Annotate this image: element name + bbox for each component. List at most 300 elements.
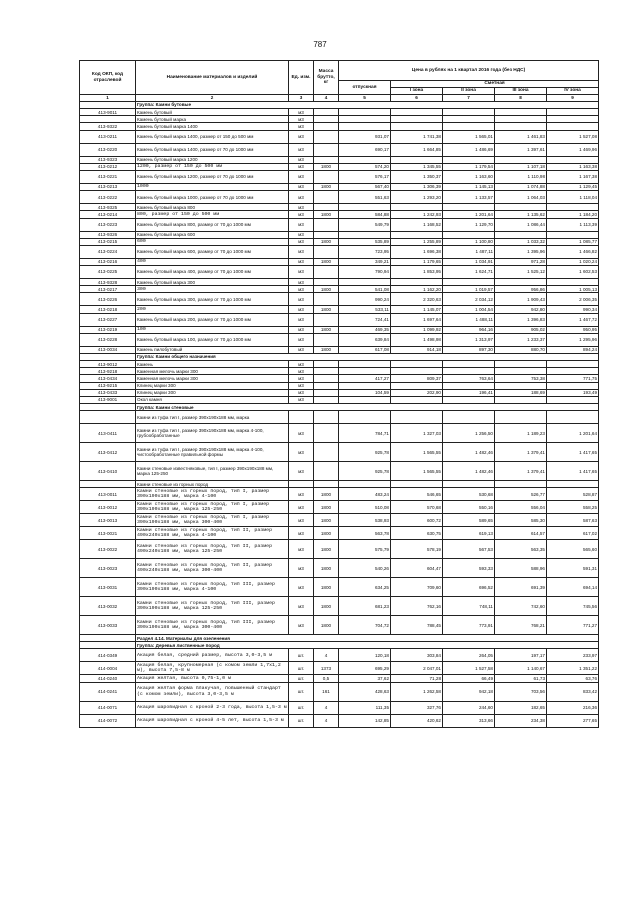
row-name: Камни стеновые из горных пород, тип I, размер 390х190х188 мм, марка 300-400 xyxy=(136,514,289,527)
row-unit: м3 xyxy=(289,163,314,170)
row-price-release: 535,89 xyxy=(339,238,391,245)
row-price-zone-2: 942,18 xyxy=(443,682,495,701)
row-price-zone-1: 202,90 xyxy=(391,389,443,396)
column-number: 8 xyxy=(495,95,547,102)
row-price-zone-2: 550,16 xyxy=(443,501,495,514)
row-price-zone-3: 956,86 xyxy=(495,286,547,293)
row-code: 413-0212 xyxy=(80,163,136,170)
row-price-zone-4: 771,75 xyxy=(547,375,599,382)
row-price-zone-2: 1 486,69 xyxy=(443,143,495,156)
row-name: Окол камня xyxy=(136,396,289,403)
row-price-zone-3: 942,80 xyxy=(495,306,547,313)
row-name: Камень бутовый марка 600, размер от 70 до 1000 мм xyxy=(136,245,289,258)
row-price-zone-4 xyxy=(547,156,599,163)
row-name: Камень бутовый марка 1400 xyxy=(136,123,289,130)
header-price-title: Цена в рублях на 1 квартал 2016 года (без НДС) xyxy=(339,61,599,81)
row-price-zone-3 xyxy=(495,361,547,368)
row-price-release: 469,35 xyxy=(339,326,391,333)
row-price-release: 925,78 xyxy=(339,462,391,481)
row-code: 414-0072 xyxy=(80,714,136,727)
row-price-zone-3: 1 086,44 xyxy=(495,218,547,231)
row-price-zone-4: 528,87 xyxy=(547,488,599,501)
row-price-zone-2: 1 201,64 xyxy=(443,211,495,218)
row-mass xyxy=(314,389,339,396)
row-price-zone-2: 264,05 xyxy=(443,649,495,662)
row-mass: 1800 xyxy=(314,559,339,578)
row-price-zone-3 xyxy=(495,396,547,403)
row-unit: м3 xyxy=(289,238,314,245)
row-price-zone-4: 1 163,38 xyxy=(547,163,599,170)
row-price-zone-4: 1 417,65 xyxy=(547,443,599,462)
row-price-zone-2: 619,13 xyxy=(443,527,495,540)
row-mass: 1800 xyxy=(314,258,339,265)
row-price-zone-4 xyxy=(547,109,599,116)
table-row xyxy=(80,443,599,462)
row-price-zone-1: 1 696,38 xyxy=(391,245,443,258)
row-name: Камень xyxy=(136,361,289,368)
row-price-release: 551,63 xyxy=(339,191,391,204)
header-unit: Ед. изм. xyxy=(289,61,314,95)
row-price-release: 111,35 xyxy=(339,701,391,714)
table-row xyxy=(80,238,599,245)
row-code: 413-0217 xyxy=(80,286,136,293)
row-code: 413-9012 xyxy=(80,361,136,368)
header-zone-1: I зона xyxy=(391,88,443,95)
header-mass: Масса брутто, кг xyxy=(314,61,339,95)
row-price-zone-2: 964,16 xyxy=(443,326,495,333)
row-price-zone-1: 1 306,39 xyxy=(391,183,443,190)
row-price-zone-3: 588,96 xyxy=(495,559,547,578)
row-price-zone-2: 1 145,13 xyxy=(443,183,495,190)
row-name: Камни стеновые из горных пород, тип III, размер 390х190х188 мм, марка 4-100 xyxy=(136,578,289,597)
row-price-zone-3 xyxy=(495,481,547,488)
row-price-zone-1 xyxy=(391,382,443,389)
row-name: Камень пилобутовый xyxy=(136,346,289,353)
row-price-zone-4: 1 295,96 xyxy=(547,333,599,346)
row-price-release: 695,29 xyxy=(339,662,391,675)
row-price-zone-1: 788,45 xyxy=(391,616,443,635)
row-price-zone-4: 1 167,38 xyxy=(547,170,599,183)
row-price-release: 634,25 xyxy=(339,578,391,597)
row-name: Камни из туфа тип I, размер 390х190х188 мм, марка xyxy=(136,411,289,424)
row-price-zone-3: 1 379,41 xyxy=(495,443,547,462)
row-code: 413-9001 xyxy=(80,396,136,403)
row-name: Камень бутовый xyxy=(136,109,289,116)
row-price-zone-1: 1 327,03 xyxy=(391,424,443,443)
row-mass: 1800 xyxy=(314,238,339,245)
row-price-zone-4 xyxy=(547,279,599,286)
row-name: Камни стеновые из горных пород, тип II, размер 490х240х188 мм, марка 4-100 xyxy=(136,527,289,540)
row-name: Акация шаровидная с кроной 2-3 года, высота 1,5-3 м xyxy=(136,701,289,714)
row-unit: м3 xyxy=(289,279,314,286)
row-price-zone-2: 66,49 xyxy=(443,675,495,682)
table-row xyxy=(80,396,599,403)
row-name: Камни стеновые из горных пород, тип III, размер 390х190х188 мм, марка 125-250 xyxy=(136,597,289,616)
row-price-zone-3: 526,77 xyxy=(495,488,547,501)
row-name: 1000 xyxy=(136,183,289,190)
column-number: 3 xyxy=(289,95,314,102)
row-price-zone-4 xyxy=(547,368,599,375)
row-price-zone-2: 244,60 xyxy=(443,701,495,714)
row-price-release: 510,08 xyxy=(339,501,391,514)
row-price-zone-3: 1 064,03 xyxy=(495,191,547,204)
row-code: 413-0218 xyxy=(80,306,136,313)
row-price-release: 704,72 xyxy=(339,616,391,635)
row-price-zone-2 xyxy=(443,481,495,488)
row-code: 413-0412 xyxy=(80,443,136,462)
group-title: Группа: Камни бутовые xyxy=(136,102,599,109)
table-row xyxy=(80,123,599,130)
row-price-zone-1 xyxy=(391,204,443,211)
row-price-release xyxy=(339,231,391,238)
row-mass: 1800 xyxy=(314,306,339,313)
row-unit: м3 xyxy=(289,326,314,333)
row-price-zone-2: 1 313,97 xyxy=(443,333,495,346)
row-price-release: 533,11 xyxy=(339,306,391,313)
table-row xyxy=(80,682,599,701)
row-price-zone-2 xyxy=(443,156,495,163)
row-unit: м3 xyxy=(289,170,314,183)
row-mass: 1800 xyxy=(314,286,339,293)
row-price-release: 690,17 xyxy=(339,143,391,156)
row-name: Камень бутовый марка 200, размер от 70 до 1000 мм xyxy=(136,313,289,326)
row-price-zone-1: 1 853,95 xyxy=(391,266,443,279)
row-mass: 1373 xyxy=(314,662,339,675)
table-row xyxy=(80,527,599,540)
row-code: 413-0021 xyxy=(80,527,136,540)
row-price-zone-4 xyxy=(547,382,599,389)
row-name: Камень бутовый марка 800 xyxy=(136,204,289,211)
row-price-zone-4: 1 118,04 xyxy=(547,191,599,204)
row-name: Камень бутовый марка 1400, размер от 70 до 1000 мм xyxy=(136,143,289,156)
row-price-zone-3: 1 396,83 xyxy=(495,313,547,326)
header-name: Наименование материалов и изделий xyxy=(136,61,289,95)
row-code: 413-0226 xyxy=(80,293,136,306)
table-row xyxy=(80,204,599,211)
row-mass: 1800 xyxy=(314,597,339,616)
row-price-release: 428,63 xyxy=(339,682,391,701)
row-price-zone-1 xyxy=(391,368,443,375)
table-row xyxy=(80,424,599,443)
row-mass xyxy=(314,368,339,375)
row-unit: м3 xyxy=(289,333,314,346)
row-mass xyxy=(314,130,339,143)
group-title: Раздел 4.14. Материалы для озеленения xyxy=(136,635,599,642)
row-mass xyxy=(314,143,339,156)
row-price-zone-3 xyxy=(495,231,547,238)
row-mass xyxy=(314,123,339,130)
table-row xyxy=(80,333,599,346)
group-code-cell xyxy=(80,642,136,649)
row-unit: м3 xyxy=(289,382,314,389)
row-name: Камень бутовый марка 300, размер от 70 до 1000 мм xyxy=(136,293,289,306)
row-code: 413-0033 xyxy=(80,616,136,635)
row-price-zone-2: 1 019,57 xyxy=(443,286,495,293)
row-price-zone-3 xyxy=(495,411,547,424)
row-price-zone-3: 1 397,61 xyxy=(495,143,547,156)
table-row xyxy=(80,245,599,258)
row-name: 600 xyxy=(136,238,289,245)
row-price-zone-2: 313,66 xyxy=(443,714,495,727)
row-price-release: 617,08 xyxy=(339,346,391,353)
row-mass: 1800 xyxy=(314,346,339,353)
header-zone-2: II зона xyxy=(443,88,495,95)
row-price-zone-1: 604,47 xyxy=(391,559,443,578)
row-price-zone-3: 691,39 xyxy=(495,578,547,597)
row-price-zone-1: 578,19 xyxy=(391,540,443,559)
column-numbers-row xyxy=(80,95,599,102)
row-price-zone-2: 763,64 xyxy=(443,375,495,382)
table-row xyxy=(80,389,599,396)
row-price-zone-1: 709,60 xyxy=(391,578,443,597)
row-code: 413-0222 xyxy=(80,191,136,204)
row-code: 413-0225 xyxy=(80,266,136,279)
row-price-zone-1 xyxy=(391,231,443,238)
row-price-zone-1: 1 255,89 xyxy=(391,238,443,245)
row-price-zone-1: 600,72 xyxy=(391,514,443,527)
row-price-zone-4: 694,14 xyxy=(547,578,599,597)
row-code: 413-0215 xyxy=(80,238,136,245)
row-mass: 1800 xyxy=(314,183,339,190)
row-name: Камень бутовый марка xyxy=(136,116,289,123)
table-row xyxy=(80,231,599,238)
row-unit: м3 xyxy=(289,514,314,527)
table-row xyxy=(80,488,599,501)
row-code: 413-0224 xyxy=(80,245,136,258)
table-row xyxy=(80,293,599,306)
row-mass xyxy=(314,361,339,368)
row-price-release: 104,59 xyxy=(339,389,391,396)
group-title: Группа: Камни стеновые xyxy=(136,404,599,411)
row-name: 200 xyxy=(136,306,289,313)
group-row xyxy=(80,102,599,109)
row-price-release xyxy=(339,481,391,488)
row-name: Акация желтая форма плакучая, повышенный стандарт (с комом земли), высота 3,0-3,5 м xyxy=(136,682,289,701)
row-mass: 1800 xyxy=(314,488,339,501)
row-unit: м3 xyxy=(289,191,314,204)
row-price-zone-2: 1 256,50 xyxy=(443,424,495,443)
row-price-zone-3: 1 395,96 xyxy=(495,245,547,258)
row-code: 413-0022 xyxy=(80,540,136,559)
row-price-zone-3: 971,28 xyxy=(495,258,547,265)
row-price-zone-1: 1 099,92 xyxy=(391,326,443,333)
row-price-zone-1 xyxy=(391,411,443,424)
row-unit: м3 xyxy=(289,183,314,190)
row-code: 413-9326 xyxy=(80,231,136,238)
row-price-zone-4: 833,42 xyxy=(547,682,599,701)
table-row xyxy=(80,266,599,279)
row-price-zone-1: 327,76 xyxy=(391,701,443,714)
row-price-zone-1 xyxy=(391,109,443,116)
row-mass: 1800 xyxy=(314,501,339,514)
row-price-release: 120,18 xyxy=(339,649,391,662)
row-price-release: 483,24 xyxy=(339,488,391,501)
row-name: Акация желтая, высота 0,75-1,0 м xyxy=(136,675,289,682)
row-price-zone-1 xyxy=(391,116,443,123)
table-row xyxy=(80,156,599,163)
row-price-zone-2: 1 565,01 xyxy=(443,130,495,143)
row-unit: м3 xyxy=(289,258,314,265)
row-code: 413-0216 xyxy=(80,258,136,265)
row-price-zone-4: 1 466,82 xyxy=(547,245,599,258)
row-price-release: 990,24 xyxy=(339,293,391,306)
row-name: Камни стеновые известняковые, тип I, размер 390х190х188 мм, марка 125-250 xyxy=(136,462,289,481)
row-price-release: 563,78 xyxy=(339,527,391,540)
row-price-zone-3: 1 379,41 xyxy=(495,462,547,481)
table-row xyxy=(80,578,599,597)
row-price-zone-3: 234,38 xyxy=(495,714,547,727)
row-mass xyxy=(314,462,339,481)
table-row xyxy=(80,183,599,190)
row-unit: шт. xyxy=(289,649,314,662)
table-row xyxy=(80,313,599,326)
row-mass xyxy=(314,204,339,211)
row-price-zone-2: 567,53 xyxy=(443,540,495,559)
column-number: 7 xyxy=(443,95,495,102)
row-code: 414-0004 xyxy=(80,662,136,675)
row-unit: м3 xyxy=(289,396,314,403)
table-row xyxy=(80,368,599,375)
row-name: Камень бутовый марка 400, размер от 70 до 1000 мм xyxy=(136,266,289,279)
row-price-release: 574,20 xyxy=(339,163,391,170)
row-name: Акация белая, средний размер, высота 3,0-3,5 м xyxy=(136,649,289,662)
row-name: Клинец марки 300 xyxy=(136,382,289,389)
row-price-zone-3: 1 033,32 xyxy=(495,238,547,245)
row-price-zone-4 xyxy=(547,231,599,238)
row-code: 413-0032 xyxy=(80,597,136,616)
row-price-zone-2: 1 034,91 xyxy=(443,258,495,265)
row-unit: м3 xyxy=(289,501,314,514)
row-price-zone-1: 71,28 xyxy=(391,675,443,682)
row-mass: 1800 xyxy=(314,616,339,635)
row-code xyxy=(80,411,136,424)
row-price-release: 790,94 xyxy=(339,266,391,279)
row-price-release: 142,85 xyxy=(339,714,391,727)
table-row xyxy=(80,675,599,682)
row-price-release: 925,78 xyxy=(339,443,391,462)
row-unit: м3 xyxy=(289,375,314,382)
row-unit: шт. xyxy=(289,662,314,675)
row-price-zone-3: 742,60 xyxy=(495,597,547,616)
row-code: 413-0433 xyxy=(80,389,136,396)
row-price-zone-3: 1 461,83 xyxy=(495,130,547,143)
row-mass xyxy=(314,116,339,123)
row-price-release: 681,23 xyxy=(339,597,391,616)
row-price-zone-1: 303,84 xyxy=(391,649,443,662)
row-price-zone-2 xyxy=(443,204,495,211)
row-mass xyxy=(314,424,339,443)
group-code-cell xyxy=(80,635,136,642)
row-code: 413-0411 xyxy=(80,424,136,443)
row-price-zone-4: 1 201,64 xyxy=(547,424,599,443)
table-body xyxy=(80,102,599,728)
table-row xyxy=(80,662,599,675)
row-price-zone-1 xyxy=(391,361,443,368)
header-zone-3: III зона xyxy=(495,88,547,95)
row-price-zone-3 xyxy=(495,382,547,389)
row-name: Камень бутовый марка 1200, размер от 70 до 1000 мм xyxy=(136,170,289,183)
row-code: 414-0241 xyxy=(80,682,136,701)
row-price-zone-4 xyxy=(547,123,599,130)
row-price-zone-1: 1 741,38 xyxy=(391,130,443,143)
row-mass: 1800 xyxy=(314,514,339,527)
row-unit: м3 xyxy=(289,143,314,156)
table-row xyxy=(80,286,599,293)
table-row xyxy=(80,211,599,218)
row-price-zone-4: 894,24 xyxy=(547,346,599,353)
row-price-release: 37,62 xyxy=(339,675,391,682)
row-name: 1200, размер от 150 до 500 мм xyxy=(136,163,289,170)
row-price-release xyxy=(339,156,391,163)
row-price-zone-4: 1 129,45 xyxy=(547,183,599,190)
row-price-zone-2: 1 179,54 xyxy=(443,163,495,170)
row-price-zone-3: 182,65 xyxy=(495,701,547,714)
row-price-zone-2: 1 163,60 xyxy=(443,170,495,183)
row-price-zone-3: 197,17 xyxy=(495,649,547,662)
row-price-zone-2 xyxy=(443,382,495,389)
row-name: Камень бутовый марка 300 xyxy=(136,279,289,286)
row-price-release: 538,93 xyxy=(339,514,391,527)
row-price-zone-2 xyxy=(443,396,495,403)
row-code: 414-0240 xyxy=(80,675,136,682)
row-price-zone-3: 614,57 xyxy=(495,527,547,540)
row-name: Каменная мелочь марки 300 xyxy=(136,375,289,382)
row-price-zone-4: 1 020,24 xyxy=(547,258,599,265)
row-price-release xyxy=(339,382,391,389)
row-mass: 1800 xyxy=(314,326,339,333)
row-price-zone-1 xyxy=(391,396,443,403)
row-price-zone-4 xyxy=(547,481,599,488)
row-price-zone-4: 745,56 xyxy=(547,597,599,616)
row-name: Камень бутовый марка 600 xyxy=(136,231,289,238)
row-name: Камень бутовый марка 100, размер от 70 до 1000 мм xyxy=(136,333,289,346)
row-price-zone-2: 593,33 xyxy=(443,559,495,578)
row-price-zone-1 xyxy=(391,481,443,488)
row-code: 414-0349 xyxy=(80,649,136,662)
row-unit: м3 xyxy=(289,306,314,313)
row-mass xyxy=(314,170,339,183)
row-price-zone-2: 1 100,80 xyxy=(443,238,495,245)
row-price-release: 540,26 xyxy=(339,559,391,578)
row-unit: м3 xyxy=(289,540,314,559)
row-code: 413-0434 xyxy=(80,375,136,382)
table-row xyxy=(80,616,599,635)
row-price-zone-4: 1 005,13 xyxy=(547,286,599,293)
row-mass xyxy=(314,231,339,238)
table-row xyxy=(80,649,599,662)
row-unit: м3 xyxy=(289,245,314,258)
row-name: Камни стеновые из горных пород, тип I, размер 390х190х188 мм, марка 125-250 xyxy=(136,501,289,514)
row-price-zone-3: 1 140,67 xyxy=(495,662,547,675)
row-code: 413-0213 xyxy=(80,183,136,190)
row-code: 413-9328 xyxy=(80,279,136,286)
row-price-zone-1 xyxy=(391,279,443,286)
row-price-zone-2: 897,30 xyxy=(443,346,495,353)
row-mass xyxy=(314,396,339,403)
row-price-release: 724,41 xyxy=(339,313,391,326)
row-price-zone-3 xyxy=(495,279,547,286)
row-price-zone-1: 546,65 xyxy=(391,488,443,501)
row-price-zone-1: 1 168,52 xyxy=(391,218,443,231)
row-price-release xyxy=(339,109,391,116)
row-price-zone-4 xyxy=(547,116,599,123)
row-price-zone-2: 196,41 xyxy=(443,389,495,396)
row-price-zone-2: 589,65 xyxy=(443,514,495,527)
row-code: 413-9218 xyxy=(80,368,136,375)
row-name: 800, размер от 150 до 500 мм xyxy=(136,211,289,218)
row-price-zone-3: 1 909,43 xyxy=(495,293,547,306)
row-mass: 161 xyxy=(314,682,339,701)
